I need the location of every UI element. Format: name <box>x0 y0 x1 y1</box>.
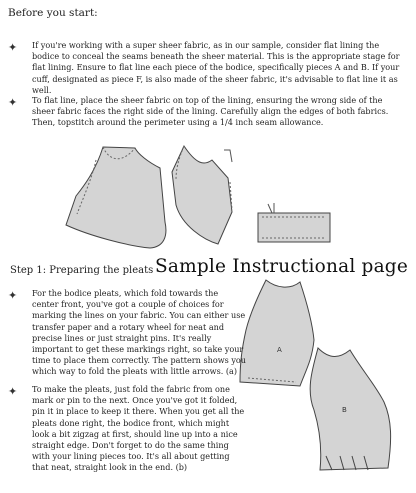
section-heading-before-you-start: Before you start: <box>8 7 98 19</box>
star-bullet-icon: ✦ <box>8 289 18 302</box>
paragraph-flat-lining-intro: If you're working with a super sheer fabric, as in our sample, consider flat lining the bodice to conceal the seams beneath the sheer material. This is the appropriate stage for flat lining. Ensure to flat line each piece of the bodice, specifically pieces A and B. If your cuff, designated as piece F, is also made of the sheer fabric, it's advisable to flat line it as well. <box>32 40 400 95</box>
paragraph-marking-pleats: For the bodice pleats, which fold towards the center front, you've got a couple of choices for marking the lines on your fabric. You can either use transfer paper and a rotary wheel for neat and precise lines or just straight pins. It's really important to get these markings right, so take your time to place them correctly. The pattern shows you which way to fold the pleats with little arrows. (a) <box>32 288 247 377</box>
sample-instructional-banner: Sample Instructional page <box>155 256 408 277</box>
piece-a-label: A <box>277 346 282 354</box>
star-bullet-icon: ✦ <box>8 41 18 54</box>
front-bodice-piece-illustration <box>172 146 232 244</box>
paragraph-making-pleats: To make the pleats, just fold the fabric from one mark or pin to the next. Once you've got it folded, pin it in place to keep it there. When you get all the pleats done right, the bodice front, which might look a bit zigzag at first, should line up into a nice straight edge. Don't forget to do the same thing with your lining pieces too. It's all about getting that neat, straight look in the end. (b) <box>32 384 245 473</box>
piece-b-label: B <box>342 406 347 414</box>
paragraph-flat-lining-steps: To flat line, place the sheer fabric on top of the lining, ensuring the wrong side of the sheer fabric faces the right side of the lining. Carefully align the edges of both fabrics. Then, topstitch around the perimeter using a 1/4 inch seam allowance. <box>32 95 389 128</box>
star-bullet-icon: ✦ <box>8 96 18 109</box>
star-bullet-icon: ✦ <box>8 385 18 398</box>
pleated-piece-b-illustration <box>310 348 390 470</box>
cuff-piece-illustration <box>258 203 330 242</box>
step-1-heading: Step 1: Preparing the pleats <box>10 265 154 276</box>
back-bodice-piece-illustration <box>66 147 166 248</box>
pleat-marked-piece-a-illustration <box>240 280 314 386</box>
